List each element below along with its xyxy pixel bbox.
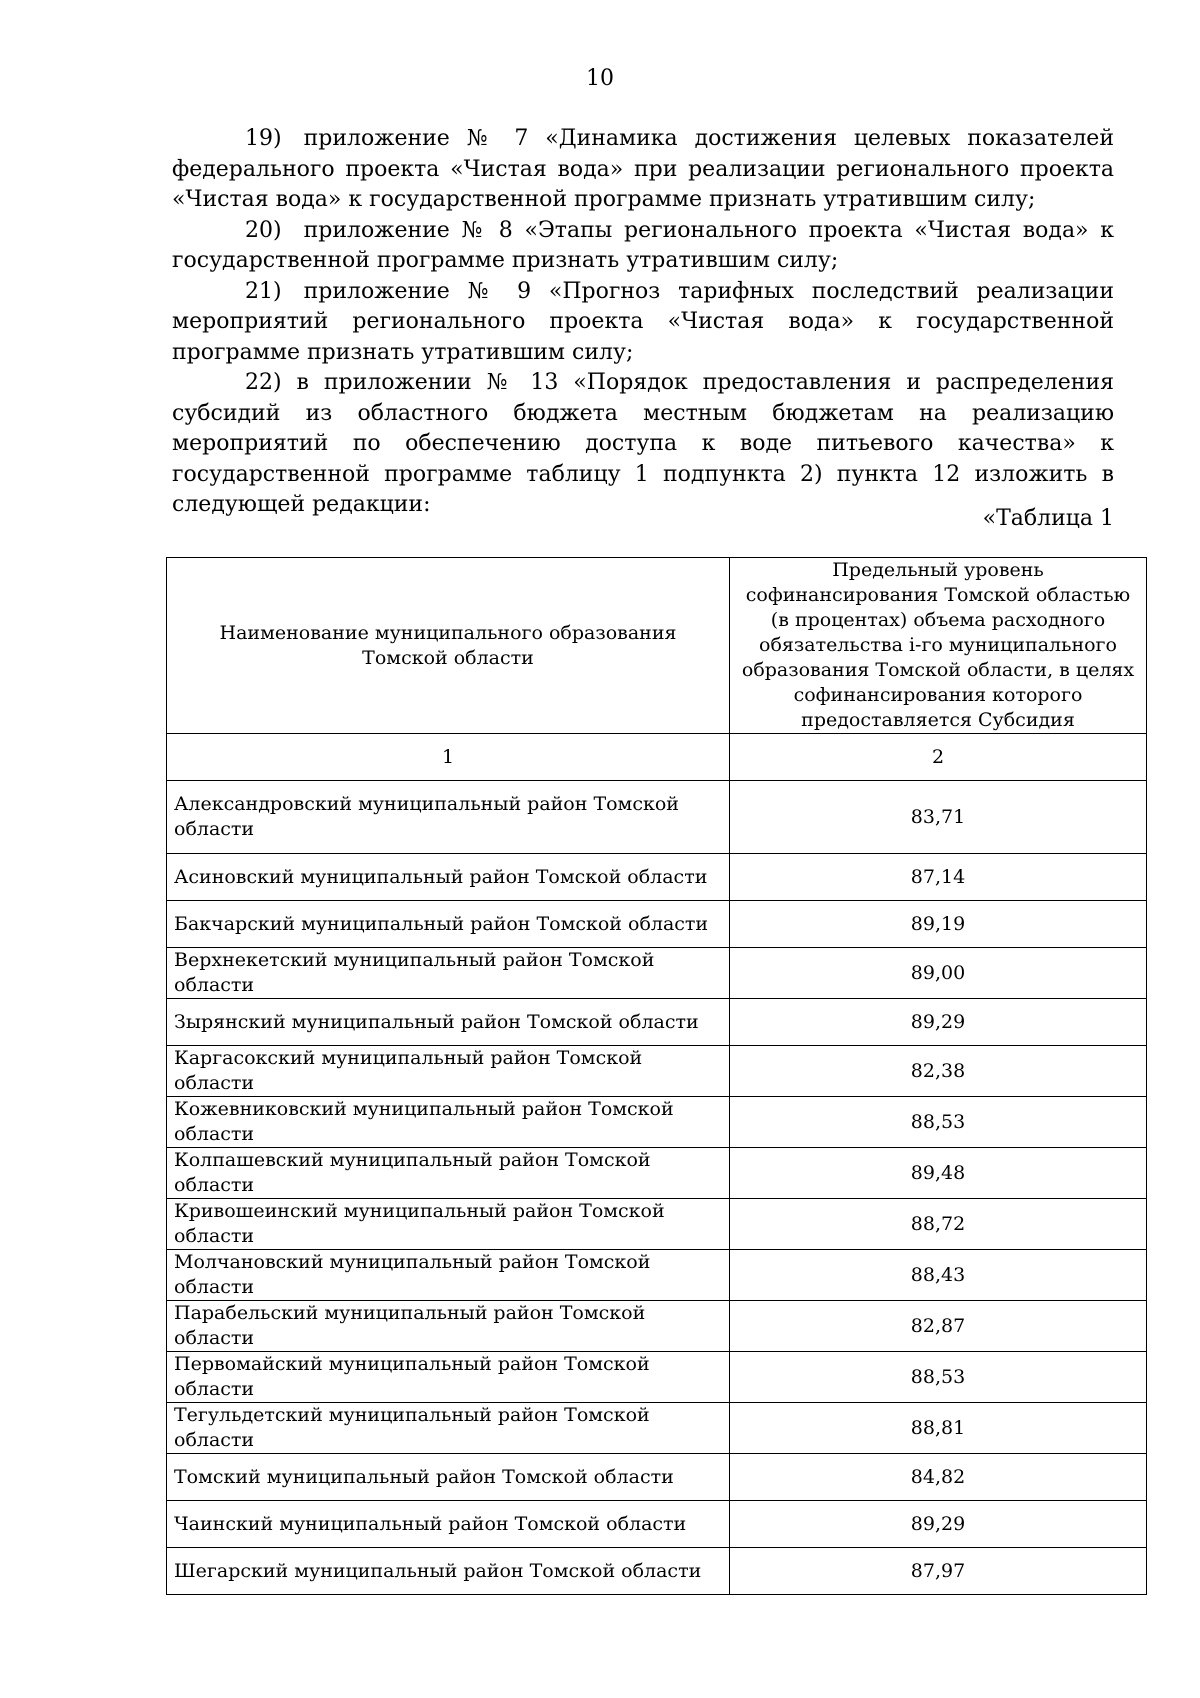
table-row	[167, 854, 1147, 901]
municipality-name: Первомайский муниципальный район Томской области	[167, 1352, 730, 1403]
cofinancing-value: 87,97	[730, 1548, 1147, 1595]
municipality-name: Асиновский муниципальный район Томской области	[167, 854, 730, 901]
cofinancing-value: 84,82	[730, 1454, 1147, 1501]
municipality-name: Бакчарский муниципальный район Томской области	[167, 901, 730, 948]
table-row	[167, 1301, 1147, 1352]
table-header-row	[167, 558, 1147, 734]
cofinancing-value: 89,19	[730, 901, 1147, 948]
table-row	[167, 1501, 1147, 1548]
document-body	[172, 124, 1114, 521]
cofinancing-value: 89,00	[730, 948, 1147, 999]
cofinancing-value: 82,38	[730, 1046, 1147, 1097]
table-row	[167, 948, 1147, 999]
column-number-1: 1	[167, 734, 730, 781]
table-row	[167, 1097, 1147, 1148]
cofinancing-value: 82,87	[730, 1301, 1147, 1352]
table-row	[167, 1250, 1147, 1301]
cofinancing-value: 88,53	[730, 1097, 1147, 1148]
municipality-name: Верхнекетский муниципальный район Томской области	[167, 948, 730, 999]
cofinancing-value: 89,48	[730, 1148, 1147, 1199]
table-row	[167, 901, 1147, 948]
municipality-name: Шегарский муниципальный район Томской области	[167, 1548, 730, 1595]
municipality-name: Чаинский муниципальный район Томской области	[167, 1501, 730, 1548]
cofinancing-value: 88,43	[730, 1250, 1147, 1301]
table-row	[167, 1148, 1147, 1199]
table-row	[167, 1199, 1147, 1250]
table-row	[167, 781, 1147, 854]
paragraph-19: 19) приложение № 7 «Динамика достижения целевых показателей федерального проекта «Чистая вода» при реализации регионального проекта «Чистая вода» к государственной программе признать утратившим силу;	[172, 126, 1114, 212]
municipality-name: Кривошеинский муниципальный район Томской области	[167, 1199, 730, 1250]
subsidy-table	[166, 557, 1147, 1595]
cofinancing-value: 83,71	[730, 781, 1147, 854]
municipality-name: Зырянский муниципальный район Томской области	[167, 999, 730, 1046]
table-row	[167, 1352, 1147, 1403]
table-row	[167, 1454, 1147, 1501]
municipality-name: Колпашевский муниципальный район Томской области	[167, 1148, 730, 1199]
cofinancing-value: 89,29	[730, 999, 1147, 1046]
paragraph-21: 21) приложение № 9 «Прогноз тарифных последствий реализации мероприятий регионального проекта «Чистая вода» к государственной программе признать утратившим силу;	[172, 278, 1114, 365]
table-row	[167, 1548, 1147, 1595]
cofinancing-value: 88,72	[730, 1199, 1147, 1250]
municipality-name: Каргасокский муниципальный район Томской области	[167, 1046, 730, 1097]
paragraph-22: 22) в приложении № 13 «Порядок предоставления и распределения субсидий из областного бюджета местным бюджетам на реализацию мероприятий по обеспечению доступа к воде питьевого качества» к государственной программе таблицу 1 подпункта 2) пункта 12 изложить в следующей редакции:	[172, 370, 1114, 517]
municipality-name: Молчановский муниципальный район Томской области	[167, 1250, 730, 1301]
table-row	[167, 1403, 1147, 1454]
municipality-name: Томский муниципальный район Томской области	[167, 1454, 730, 1501]
column-header-municipality: Наименование муниципального образования Томской области	[167, 558, 730, 734]
paragraph-20: 20) приложение № 8 «Этапы регионального проекта «Чистая вода» к государственной программе признать утратившим силу;	[172, 217, 1114, 273]
column-number-2: 2	[730, 734, 1147, 781]
cofinancing-value: 89,29	[730, 1501, 1147, 1548]
cofinancing-value: 87,14	[730, 854, 1147, 901]
cofinancing-value: 88,81	[730, 1403, 1147, 1454]
municipality-name: Тегульдетский муниципальный район Томской области	[167, 1403, 730, 1454]
column-header-cofinancing-level: Предельный уровень софинансирования Томской областью (в процентах) объема расходного обязательства i-го муниципального образования Томской области, в целях софинансирования которого предоставляется Субсидия	[730, 558, 1147, 734]
table-label: «Таблица 1	[982, 506, 1114, 531]
municipality-name: Парабельский муниципальный район Томской области	[167, 1301, 730, 1352]
table-row	[167, 999, 1147, 1046]
municipality-name: Кожевниковский муниципальный район Томской области	[167, 1097, 730, 1148]
cofinancing-value: 88,53	[730, 1352, 1147, 1403]
column-numbers-row	[167, 734, 1147, 781]
table-row	[167, 1046, 1147, 1097]
page-number: 10	[586, 66, 614, 91]
municipality-name: Александровский муниципальный район Томской области	[167, 781, 730, 854]
